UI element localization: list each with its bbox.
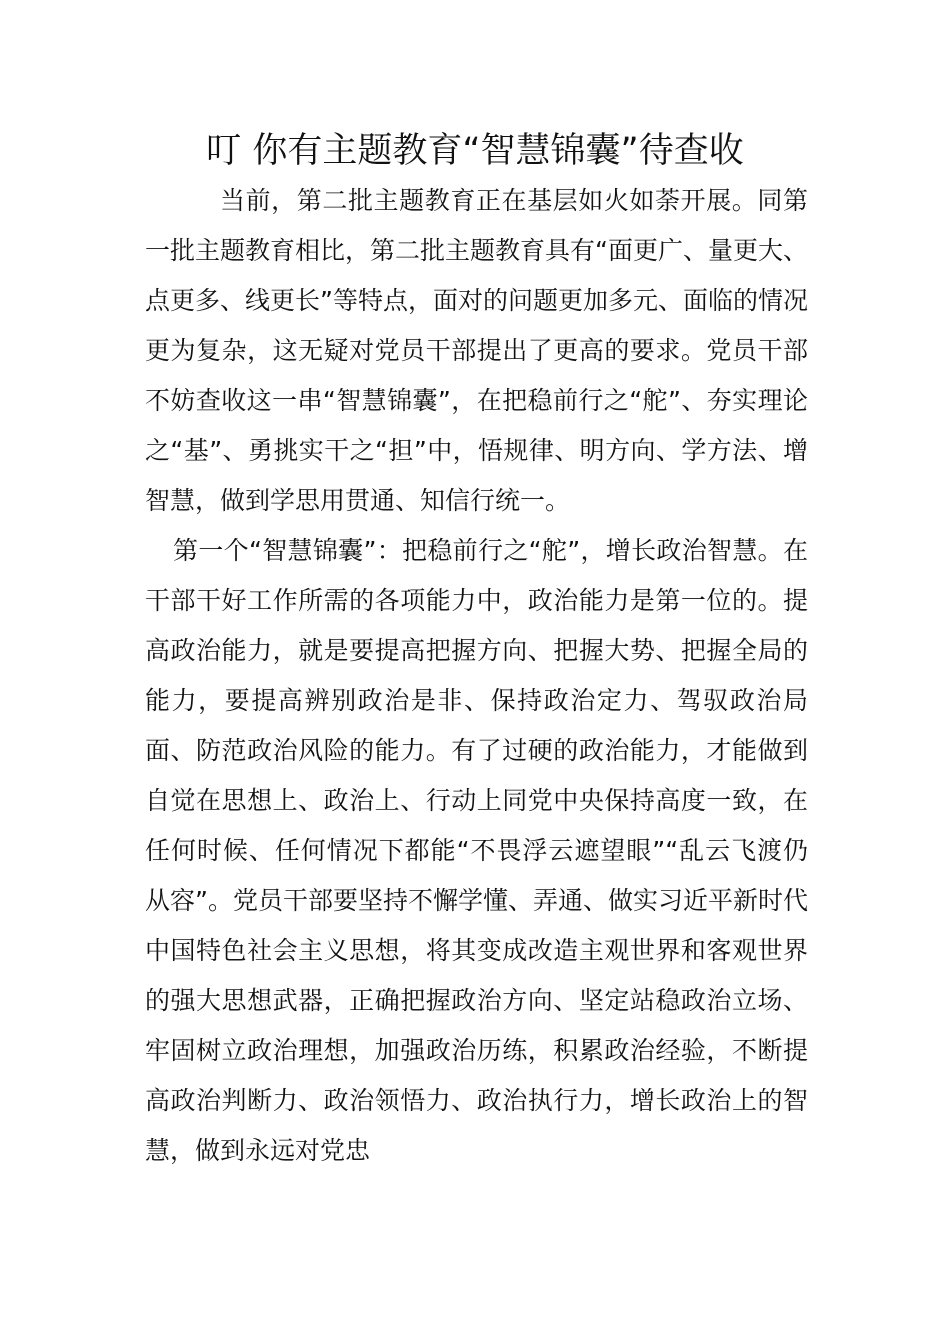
document-title: 叮 你有主题教育“智慧锦囊”待查收 (206, 131, 744, 171)
paragraph-intro: 当前，第二批主题教育正在基层如火如荼开展。同第一批主题教育相比，第二批主题教育具有“面更广、量更大、点更多、线更长”等特点，面对的问题更加多元、面临的情况更为复杂，这无疑对党员干部提出了更高的要求。党员干部不妨查收这一串“智慧锦囊”，在把稳前行之“舵”、夯实理论之“基”、勇挑实干之“担”中，悟规律、明方向、学方法、增智慧，做到学思用贯通、知信行统一。 (145, 186, 808, 515)
paragraph-first-tip: 第一个“智慧锦囊”：把稳前行之“舵”，增长政治智慧。在干部干好工作所需的各项能力中，政治能力是第一位的。提高政治能力，就是要提高把握方向、把握大势、把握全局的能力，要提高辨别政治是非、保持政治定力、驾驭政治局面、防范政治风险的能力。有了过硬的政治能力，才能做到自觉在思想上、政治上、行动上同党中央保持高度一致，在任何时候、任何情况下都能“不畏浮云遮望眼”“乱云飞渡仍从容”。党员干部要坚持不懈学懂、弄通、做实习近平新时代中国特色社会主义思想，将其变成改造主观世界和客观世界的强大思想武器，正确把握政治方向、坚定站稳政治立场、牢固树立政治理想，加强政治历练，积累政治经验，不断提高政治判断力、政治领悟力、政治执行力，增长政治上的智慧，做到永远对党忠 (145, 536, 808, 1165)
document-body (145, 176, 808, 1176)
